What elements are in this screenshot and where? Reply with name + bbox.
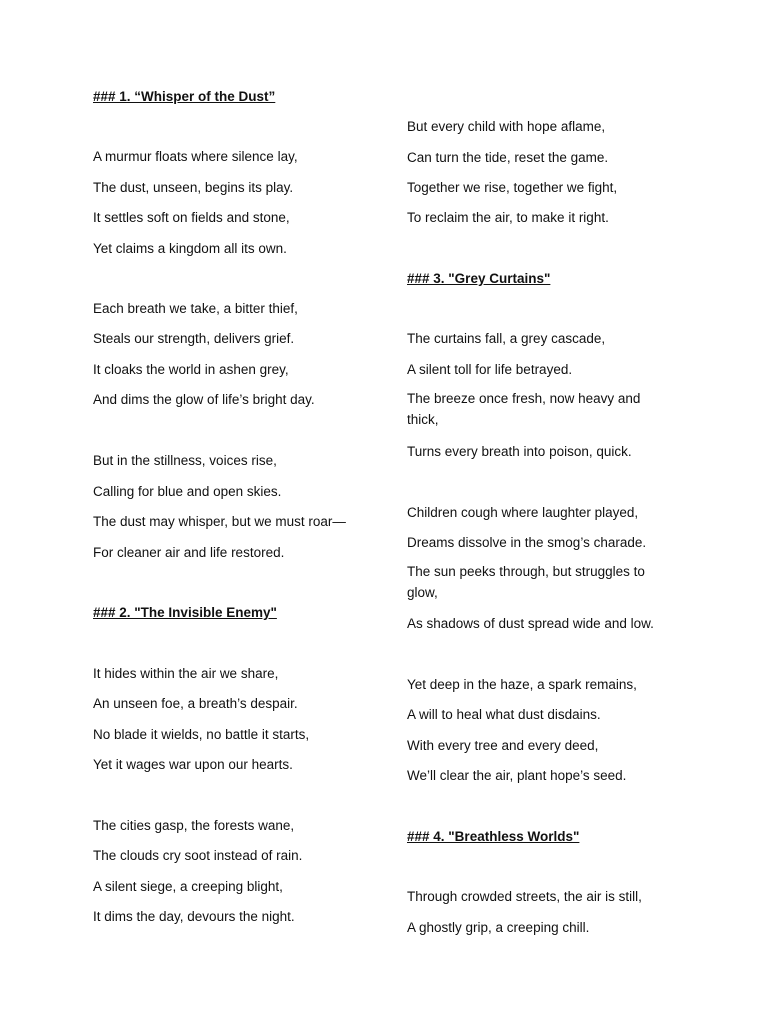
poem-line: But in the stillness, voices rise, <box>93 453 277 468</box>
poem-line: A ghostly grip, a creeping chill. <box>407 920 590 935</box>
poem-line: The dust may whisper, but we must roar— <box>93 514 346 529</box>
poem-line: The dust, unseen, begins its play. <box>93 180 294 195</box>
poem-line: Yet it wages war upon our hearts. <box>93 757 293 772</box>
poem-line: An unseen foe, a breath’s despair. <box>93 696 298 711</box>
poem-line: To reclaim the air, to make it right. <box>407 210 609 225</box>
poem-line: Yet claims a kingdom all its own. <box>93 241 287 256</box>
poem-line: It hides within the air we share, <box>93 666 279 681</box>
poem-line: It cloaks the world in ashen grey, <box>93 362 289 377</box>
poem-title: ### 2. "The Invisible Enemy" <box>93 605 277 620</box>
poem-line: No blade it wields, no battle it starts, <box>93 727 310 742</box>
poem-line: Yet deep in the haze, a spark remains, <box>407 677 637 692</box>
poem-line: A will to heal what dust disdains. <box>407 707 601 722</box>
poem-line: As shadows of dust spread wide and low. <box>407 616 654 631</box>
poem-line: The sun peeks through, but struggles to glow, <box>407 564 645 600</box>
poem-line: A silent toll for life betrayed. <box>407 362 573 377</box>
poem-line: Turns every breath into poison, quick. <box>407 444 632 459</box>
poem-line: Each breath we take, a bitter thief, <box>93 301 298 316</box>
poem-line: Children cough where laughter played, <box>407 505 639 520</box>
poem-line: But every child with hope aflame, <box>407 119 606 134</box>
poem-title: ### 4. "Breathless Worlds" <box>407 829 580 844</box>
poem-line: Steals our strength, delivers grief. <box>93 331 295 346</box>
poem-line: We’ll clear the air, plant hope’s seed. <box>407 768 627 783</box>
poem-line: The breeze once fresh, now heavy and thick, <box>407 391 641 427</box>
poem-line: The curtains fall, a grey cascade, <box>407 331 606 346</box>
poem-line: The clouds cry soot instead of rain. <box>93 848 303 863</box>
poem-line: Dreams dissolve in the smog’s charade. <box>407 535 647 550</box>
poem-line: And dims the glow of life’s bright day. <box>93 392 315 407</box>
poem-title: ### 3. "Grey Curtains" <box>407 271 551 286</box>
poem-line: It dims the day, devours the night. <box>93 909 295 924</box>
poem-line: It settles soft on fields and stone, <box>93 210 290 225</box>
poem-line: Through crowded streets, the air is still, <box>407 889 642 904</box>
poem-line: For cleaner air and life restored. <box>93 545 285 560</box>
poem-line: With every tree and every deed, <box>407 738 599 753</box>
poem-title: ### 1. “Whisper of the Dust” <box>93 89 276 104</box>
poem-line: A murmur floats where silence lay, <box>93 149 298 164</box>
poem-line: The cities gasp, the forests wane, <box>93 818 295 833</box>
poem-line: Calling for blue and open skies. <box>93 484 282 499</box>
poem-line: Can turn the tide, reset the game. <box>407 150 609 165</box>
poem-line: Together we rise, together we fight, <box>407 180 618 195</box>
poem-line: A silent siege, a creeping blight, <box>93 879 283 894</box>
